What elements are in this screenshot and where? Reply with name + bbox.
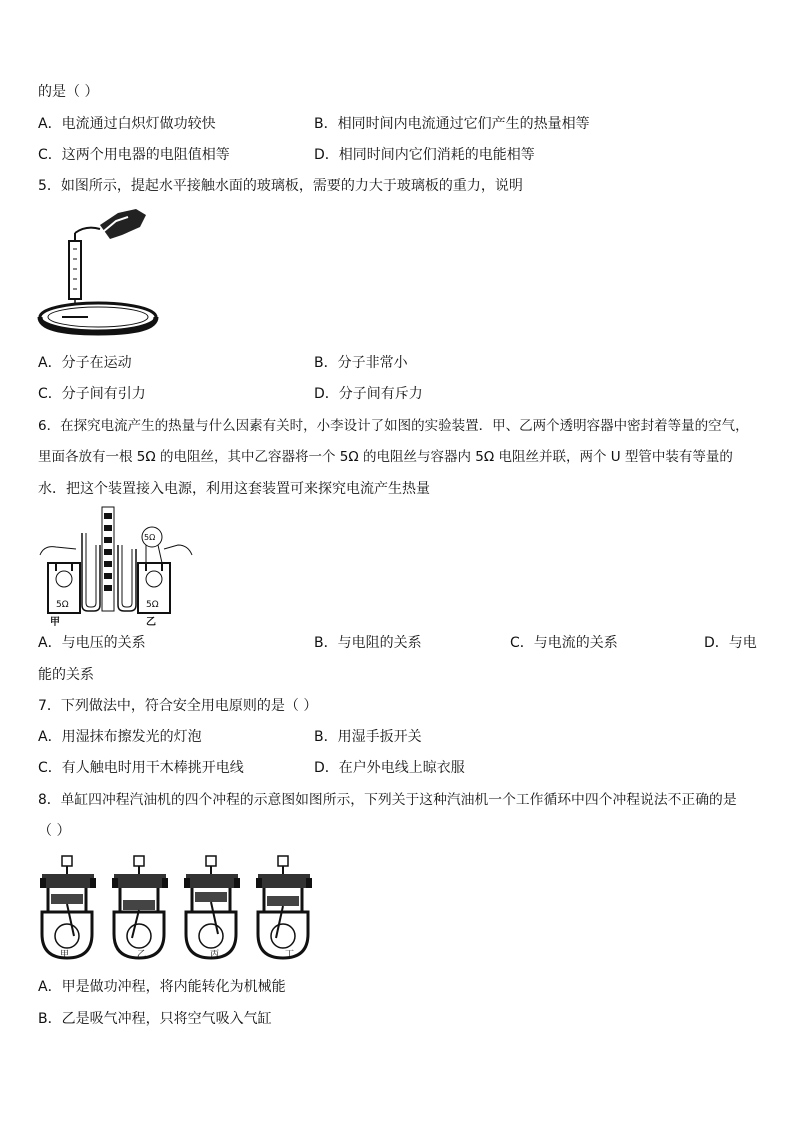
hand-shape bbox=[100, 209, 146, 239]
scale-ruler bbox=[102, 507, 114, 611]
q7-option-c: C．有人触电时用干木棒挑开电线 bbox=[38, 760, 244, 776]
engine-label-yi: 乙 bbox=[137, 950, 147, 960]
q4-stem-tail: 的是（ ） bbox=[38, 84, 99, 100]
q6-option-d-part1: D．与电 bbox=[704, 635, 757, 651]
piston-yi bbox=[123, 900, 155, 910]
resistor-top-label: 5Ω bbox=[144, 533, 156, 542]
q5-option-d: D．分子间有斥力 bbox=[314, 386, 423, 402]
engine-label-ding: 丁 bbox=[285, 950, 295, 960]
engine-yi bbox=[112, 856, 168, 958]
label-jia: 甲 bbox=[50, 617, 60, 627]
q8-option-b: B．乙是吸气冲程，只将空气吸入气缸 bbox=[38, 1011, 272, 1027]
u-tube-left bbox=[82, 533, 100, 611]
q6-stem-line2: 里面各放有一根 5Ω 的电阻丝，其中乙容器将一个 5Ω 的电阻丝与容器内 5Ω 电阻丝并联，两个 U 型管中装有等量的 bbox=[38, 449, 733, 465]
q4-option-b: B．相同时间内电流通过它们产生的热量相等 bbox=[314, 116, 590, 132]
spring-scale bbox=[69, 241, 81, 299]
engine-jia bbox=[40, 856, 96, 958]
resistor-left-label: 5Ω bbox=[56, 600, 69, 610]
resistor-right-label: 5Ω bbox=[146, 600, 159, 610]
engine-label-bing: 丙 bbox=[210, 950, 220, 960]
piston-ding bbox=[267, 896, 299, 906]
q5-option-c: C．分子间有引力 bbox=[38, 386, 146, 402]
q5-stem: 5．如图所示，提起水平接触水面的玻璃板，需要的力大于玻璃板的重力，说明 bbox=[38, 178, 523, 194]
q5-glass-plate-figure bbox=[36, 207, 170, 339]
piston-jia bbox=[51, 894, 83, 904]
q6-stem-line3: 水．把这个装置接入电源，利用这套装置可来探究电流产生热量 bbox=[38, 481, 430, 497]
q5-option-b: B．分子非常小 bbox=[314, 355, 408, 371]
q7-option-d: D．在户外电线上晾衣服 bbox=[314, 760, 465, 776]
q6-stem-line1: 6．在探究电流产生的热量与什么因素有关时，小李设计了如图的实验装置．甲、乙两个透明容器中密封着等量的空气， bbox=[38, 418, 749, 434]
label-yi: 乙 bbox=[146, 617, 156, 627]
q4-option-d: D．相同时间内它们消耗的电能相等 bbox=[314, 147, 535, 163]
piston-bing bbox=[195, 892, 227, 902]
q6-option-d-part2: 能的关系 bbox=[38, 667, 94, 683]
q4-option-a: A．电流通过白炽灯做功较快 bbox=[38, 116, 216, 132]
q6-apparatus-figure bbox=[36, 505, 196, 627]
q8-option-a: A．甲是做功冲程，将内能转化为机械能 bbox=[38, 979, 286, 995]
u-tube-right bbox=[118, 545, 136, 611]
q7-stem: 7．下列做法中，符合安全用电原则的是（ ） bbox=[38, 698, 318, 714]
q6-option-b: B．与电阻的关系 bbox=[314, 635, 422, 651]
engine-label-jia: 甲 bbox=[60, 950, 70, 960]
engine-bing bbox=[184, 856, 240, 958]
q4-option-c: C．这两个用电器的电阻值相等 bbox=[38, 147, 230, 163]
q6-option-c: C．与电流的关系 bbox=[510, 635, 618, 651]
q6-option-a: A．与电压的关系 bbox=[38, 635, 146, 651]
engine-ding bbox=[256, 856, 312, 958]
q7-option-b: B．用湿手扳开关 bbox=[314, 729, 422, 745]
q8-stem-line2: （ ） bbox=[38, 823, 71, 839]
q5-option-a: A．分子在运动 bbox=[38, 355, 132, 371]
q7-option-a: A．用湿抹布擦发光的灯泡 bbox=[38, 729, 202, 745]
q8-stem-line1: 8．单缸四冲程汽油机的四个冲程的示意图如图所示，下列关于这种汽油机一个工作循环中四个冲程说法不正确的是 bbox=[38, 792, 737, 808]
